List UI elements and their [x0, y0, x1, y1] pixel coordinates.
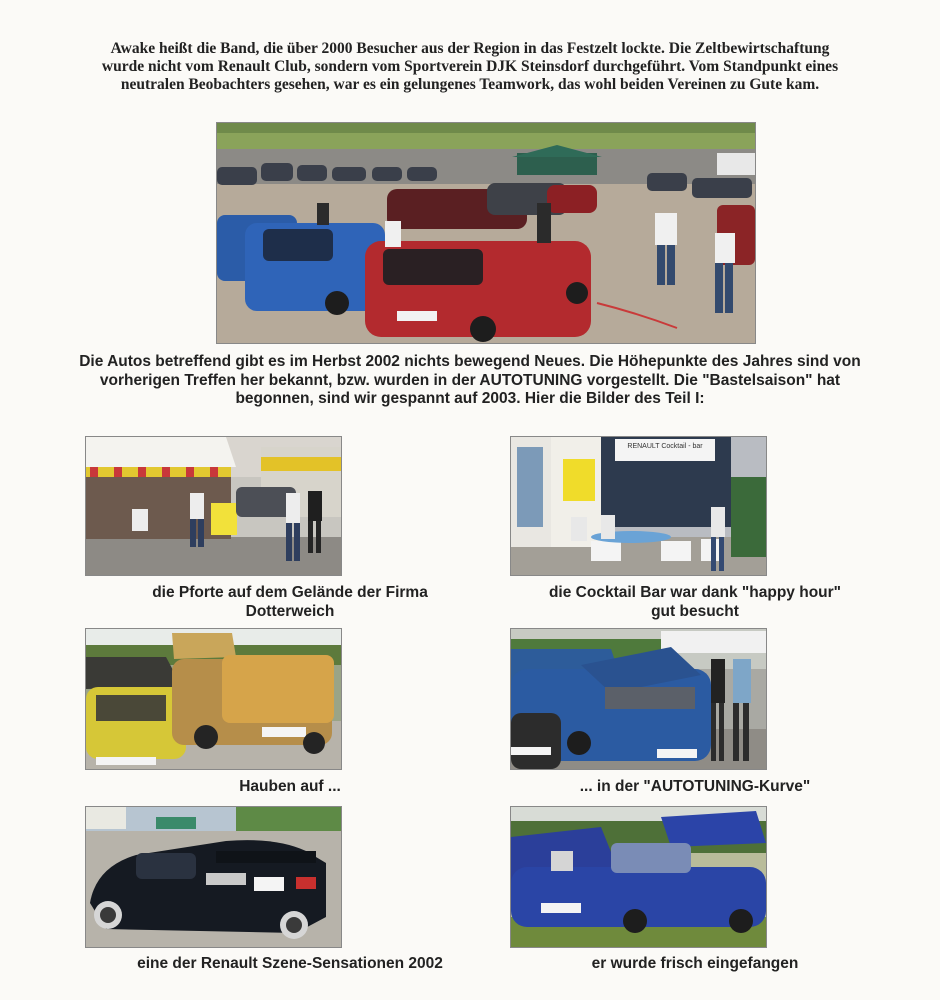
black-renault-photo: [85, 806, 342, 948]
blue-car-caught-photo: [510, 806, 767, 948]
intro-paragraph: Awake heißt die Band, die über 2000 Besucher aus der Region in das Festzelt lockte. Die Zeltbewirtschaftung wurde nicht vom Renault Club, sondern vom Sportverein DJK Steinsdorf durchgeführt. Vom Standpunkt eines neutralen Beobachters gesehen, war es ein gelungenes Teamwork, das wohl beiden Vereinen zu Gute kam.: [101, 40, 839, 93]
cocktail-caption-line1: die Cocktail Bar war dank "happy hour": [548, 584, 842, 601]
sensation-caption: eine der Renault Szene-Sensationen 2002: [137, 955, 443, 972]
hoods-caption: Hauben auf ...: [239, 778, 341, 795]
parking-lot-photo: [216, 122, 756, 344]
hoods-open-photo: [85, 628, 342, 770]
gate-caption-line1: die Pforte auf dem Gelände der Firma: [152, 584, 428, 601]
curve-caption: ... in der "AUTOTUNING-Kurve": [579, 778, 811, 795]
gate-caption-line2: Dotterweich: [245, 602, 335, 620]
autotuning-curve-photo: [510, 628, 767, 770]
second-paragraph: Die Autos betreffend gibt es im Herbst 2002 nichts bewegend Neues. Die Höhepunkte des Jahres sind von vorherigen Treffen her bekannt, bzw. wurden in der AUTOTUNING vorgestellt. Die "Bastelsaison" hat begonnen, sind wir gespannt auf 2003. Hier die Bilder des Teil I:: [79, 353, 861, 407]
gate-photo: [85, 436, 342, 576]
bar-sign-text: RENAULT Cocktail - bar: [627, 443, 703, 450]
cocktail-caption: [495, 584, 895, 621]
cocktail-bar-photo: [510, 436, 767, 576]
caught-caption: er wurde frisch eingefangen: [591, 955, 799, 972]
cocktail-caption-line2: gut besucht: [651, 602, 739, 620]
gate-caption: [90, 584, 490, 621]
